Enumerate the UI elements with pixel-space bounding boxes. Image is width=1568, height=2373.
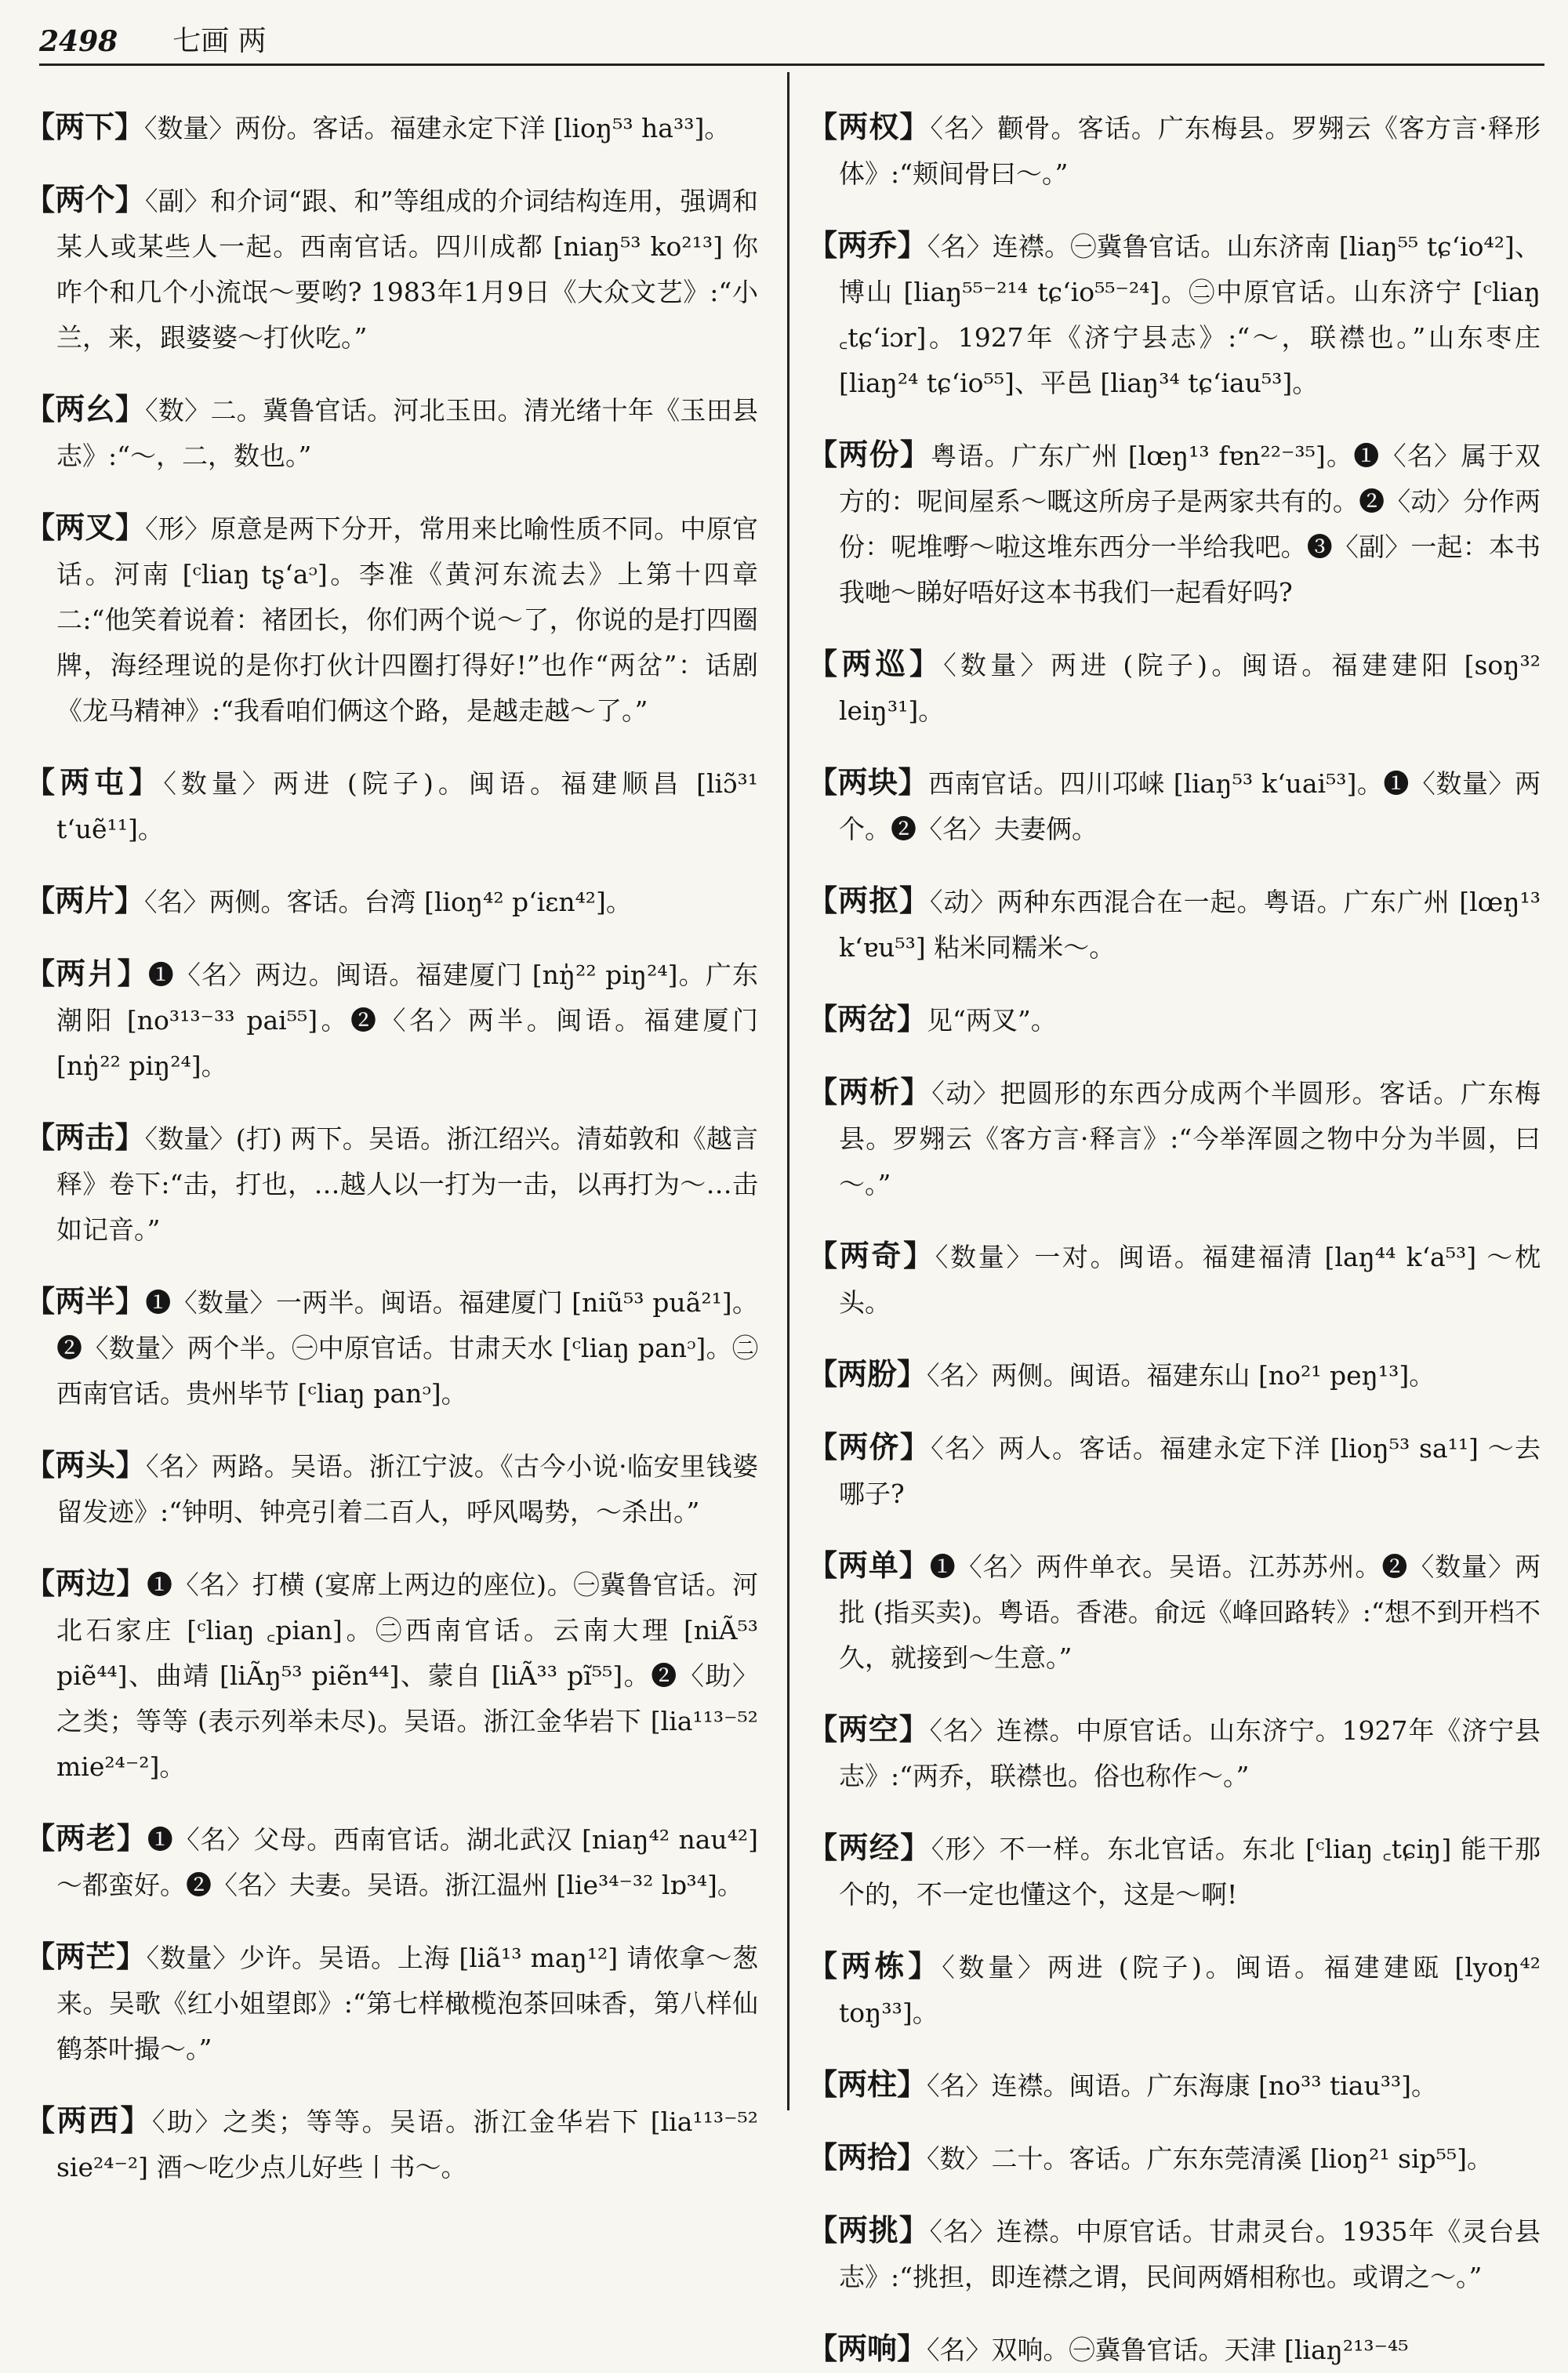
entry-definition: 〈名〉连襟。中原官话。甘肃灵台。1935年《灵台县志》:“挑担，即连襟之谓，民间两婿相称也。或谓之～。” [839,2216,1541,2292]
entry-definition: 〈动〉把圆形的东西分成两个半圆形。客话。广东梅县。罗翙云《客方言·释言》:“今举浑圆之物中分为半圆，曰～。” [839,1078,1541,1199]
entry-definition: 〈数量〉(打) 两下。吴语。浙江绍兴。清茹敦和《越言释》卷下:“击，打也，…越人以一打为一击，以再打为～…击如记音。” [56,1123,758,1245]
dictionary-entry [25,1442,758,1535]
entry-definition: 〈数量〉两进 (院子)。闽语。福建建瓯 [lyoŋ⁴² toŋ³³]。 [839,1952,1541,2028]
entry-headword: 【两幺】 [25,391,146,426]
entry-definition: ❶〈名〉两件单衣。吴语。江苏苏州。❷〈数量〉两批 (指买卖)。粤语。香港。俞远《峰回路转》:“想不到开档不久，就接到～生意。” [839,1551,1541,1673]
dictionary-entry [25,951,758,1089]
entry-definition: 〈名〉双响。㊀冀鲁官话。天津 [liaŋ²¹³⁻⁴⁵ [927,2335,1409,2365]
page-header [39,17,1544,66]
entry-headword: 【两肦】 [808,1356,927,1392]
entry-headword: 【两经】 [808,1830,931,1865]
dictionary-entry [808,641,1541,734]
entry-definition: 〈数量〉两份。客话。福建永定下洋 [lioŋ⁵³ ha³³]。 [144,113,731,143]
dictionary-entry [25,386,758,479]
entry-definition: 〈形〉原意是两下分开，常用来比喻性质不同。中原官话。河南 [ᶜliaŋ tʂ‘aᵓ]。李准《黄河东流去》上第十四章二:“他笑着说着：褚团长，你们两个说～了，你说的是打四圈牌，海经理说的是你打伙计四圈打得好!”也作“两岔”：话剧《龙马精神》:“我看咱们俩这个路，是越走越～了。” [56,513,758,726]
dictionary-entry [808,1352,1541,1399]
dictionary-entry [25,760,758,852]
entry-headword: 【两屯】 [25,764,164,800]
entry-definition: ❶〈数量〉一两半。闽语。福建厦门 [niũ⁵³ puã²¹]。❷〈数量〉两个半。㊀中原官话。甘肃天水 [ᶜliaŋ panᵓ]。㊁西南官话。贵州毕节 [ᶜliaŋ panᵓ]。 [56,1287,758,1409]
entry-definition: 〈数〉二。冀鲁官话。河北玉田。清光绪十年《玉田县志》:“～，二，数也。” [56,395,758,471]
dictionary-entry [25,1816,758,1908]
entry-definition: ❶〈名〉两边。闽语。福建厦门 [nŋ̍²² piŋ²⁴]。广东潮阳 [no³¹³⁻³³ pai⁵⁵]。❷〈名〉两半。闽语。福建厦门 [nŋ̍²² piŋ²⁴]。 [56,960,758,1081]
entry-headword: 【两巡】 [808,646,944,681]
dictionary-entry [25,104,758,151]
entry-headword: 【两老】 [25,1820,147,1856]
entry-headword: 【两单】 [808,1548,930,1583]
dictionary-entry [808,1069,1541,1207]
dictionary-entry [808,878,1541,971]
entry-definition: 〈数量〉少许。吴语。上海 [liã¹³ maŋ¹²] 请侬拿～葱来。吴歌《红小姐望郎》:“第七样橄榄泡茶回味香，第八样仙鹤茶叶撮～。” [56,1943,758,2064]
dictionary-entry [25,1279,758,1417]
entry-headword: 【两奇】 [808,1238,935,1273]
dictionary-entry [808,1543,1541,1681]
entry-headword: 【两拾】 [808,2139,927,2175]
entry-headword: 【两析】 [808,1074,932,1109]
entry-headword: 【两空】 [808,1711,930,1747]
dictionary-entry [808,1424,1541,1517]
left-column [25,78,758,2183]
dictionary-entry [25,1561,758,1790]
entry-headword: 【两下】 [25,109,145,144]
entry-definition: 〈动〉两种东西混合在一起。粤语。广东广州 [lœŋ¹³ k‘ɐu⁵³] 粘米同糯米～。 [839,887,1541,963]
entry-definition: 〈名〉连襟。中原官话。山东济宁。1927年《济宁县志》:“两乔，联襟也。俗也称作～。” [839,1715,1541,1791]
entry-headword: 【两权】 [808,109,931,144]
entry-headword: 【两栋】 [808,1948,942,1983]
entry-headword: 【两份】 [808,437,931,472]
dictionary-entry [808,1825,1541,1918]
dictionary-entry [808,1233,1541,1326]
dictionary-entry [808,996,1541,1043]
entry-headword: 【两头】 [25,1447,146,1482]
dictionary-entry [808,432,1541,615]
entry-headword: 【两块】 [808,764,929,800]
entry-definition: 〈名〉连襟。㊀冀鲁官话。山东济南 [liaŋ⁵⁵ tɕ‘io⁴²]、博山 [liaŋ⁵⁵⁻²¹⁴ tɕ‘io⁵⁵⁻²⁴]。㊁中原官话。山东济宁 [ᶜliaŋ ꜀tɕ‘iɔr]。1927年《济宁县志》:“～，联襟也。”山东枣庄 [liaŋ²⁴ tɕ‘io⁵⁵]、平邑 [liaŋ³⁴ tɕ‘iau⁵³]。 [839,231,1541,398]
dictionary-entry [25,1934,758,2072]
entry-definition: 〈名〉两人。客话。福建永定下洋 [lioŋ⁵³ sa¹¹] ～去哪子? [839,1433,1541,1509]
dictionary-entry [25,1115,758,1253]
section-title: 七画 两 [172,25,267,57]
entry-definition: 〈数量〉一对。闽语。福建福清 [laŋ⁴⁴ k‘a⁵³] ～枕头。 [839,1242,1541,1318]
dictionary-entry [25,505,758,734]
entry-headword: 【两叉】 [25,510,146,545]
entry-definition: 〈名〉两侧。闽语。福建东山 [no²¹ peŋ¹³]。 [927,1360,1436,1391]
dictionary-entry [25,177,758,361]
entry-headword: 【两边】 [25,1566,147,1601]
entry-definition: 见“两叉”。 [927,1005,1057,1036]
entry-definition: 〈副〉和介词“跟、和”等组成的介词结构连用，强调和某人或某些人一起。西南官话。四川成都 [niaŋ⁵³ ko²¹³] 你咋个和几个小流氓～要哟? 1983年1月9日《大众文艺》:“小兰，来，跟婆婆～打伙吃。” [56,186,758,353]
dictionary-entry [808,2208,1541,2300]
dictionary-entry [808,2062,1541,2109]
entry-headword: 【两芒】 [25,1939,147,1974]
entry-definition: 粤语。广东广州 [lœŋ¹³ fɐn²²⁻³⁵]。❶〈名〉属于双方的：呢间屋系～嘅这所房子是两家共有的。❷〈动〉分作两份：呢堆嘢～啦这堆东西分一半给我吧。❸〈副〉一起：本书我哋～睇好唔好这本书我们一起看好吗? [839,441,1541,608]
entry-definition: 〈助〉之类；等等。吴语。浙江金华岩下 [lia¹¹³⁻⁵² sie²⁴⁻²] 酒～吃少点儿好些丨书～。 [56,2106,758,2183]
entry-headword: 【两爿】 [25,956,148,991]
entry-definition: 〈数量〉两进 (院子)。闽语。福建建阳 [soŋ³² leiŋ³¹]。 [839,650,1541,726]
entry-headword: 【两抠】 [808,883,931,918]
dictionary-entry [808,1943,1541,2036]
entry-definition: 〈名〉颧骨。客话。广东梅县。罗翙云《客方言·释形体》:“颊间骨曰～。” [839,113,1541,189]
entry-headword: 【两乔】 [808,227,927,263]
entry-definition: ❶〈名〉父母。西南官话。湖北武汉 [niaŋ⁴² nau⁴²] ～都蛮好。❷〈名〉夫妻。吴语。浙江温州 [lie³⁴⁻³² lɒ³⁴]。 [56,1824,758,1900]
entry-headword: 【两击】 [25,1119,145,1155]
entry-headword: 【两柱】 [808,2066,927,2102]
dictionary-entry [808,104,1541,197]
entry-headword: 【两个】 [25,182,145,217]
dictionary-entry [808,2135,1541,2182]
entry-definition: 〈名〉两侧。客话。台湾 [lioŋ⁴² p‘iɛn⁴²]。 [144,887,632,917]
entry-headword: 【两岔】 [808,1001,927,1036]
dictionary-entry [808,1707,1541,1799]
dictionary-entry [808,223,1541,406]
entry-definition: 〈名〉连襟。闽语。广东海康 [no³³ tiau³³]。 [927,2070,1438,2101]
right-column [808,78,1541,2366]
entry-definition: 〈名〉两路。吴语。浙江宁波。《古今小说·临安里钱婆留发迹》:“钟明、钟亮引着二百人，呼风喝势，～杀出。” [56,1451,758,1527]
entry-headword: 【两挑】 [808,2212,930,2248]
entry-definition: ❶〈名〉打横 (宴席上两边的座位)。㊀冀鲁官话。河北石家庄 [ᶜliaŋ ꜀pian]。㊁西南官话。云南大理 [niÃ⁵³ piẽ⁴⁴]、曲靖 [liÃŋ⁵³ piẽn⁴⁴]、蒙自 [liÃ³³ pĩ⁵⁵]。❷〈助〉之类；等等 (表示列举未尽)。吴语。浙江金华岩下 [lia¹¹³⁻⁵² mie²⁴⁻²]。 [56,1569,758,1782]
entry-headword: 【两西】 [25,2103,153,2138]
entry-definition: 西南官话。四川邛崃 [liaŋ⁵³ k‘uai⁵³]。❶〈数量〉两个。❷〈名〉夫妻俩。 [839,768,1541,844]
column-divider [787,72,789,2110]
dictionary-entry [25,2098,758,2190]
entry-definition: 〈形〉不一样。东北官话。东北 [ᶜliaŋ ꜀tɕiŋ] 能干那个的，不一定也懂这个，这是～啊! [839,1834,1541,1910]
entry-headword: 【两侪】 [808,1429,931,1464]
dictionary-entry [808,760,1541,852]
entry-headword: 【两响】 [808,2331,927,2366]
entry-definition: 〈数量〉两进 (院子)。闽语。福建顺昌 [liɔ̃³¹ t‘uẽ¹¹]。 [56,768,758,844]
entry-headword: 【两片】 [25,883,145,918]
dictionary-entry [25,878,758,925]
entry-headword: 【两半】 [25,1283,146,1319]
dictionary-entry [808,2326,1541,2373]
page-number: 2498 [39,25,118,58]
entry-definition: 〈数〉二十。客话。广东东莞清溪 [lioŋ²¹ sip⁵⁵]。 [927,2143,1494,2174]
